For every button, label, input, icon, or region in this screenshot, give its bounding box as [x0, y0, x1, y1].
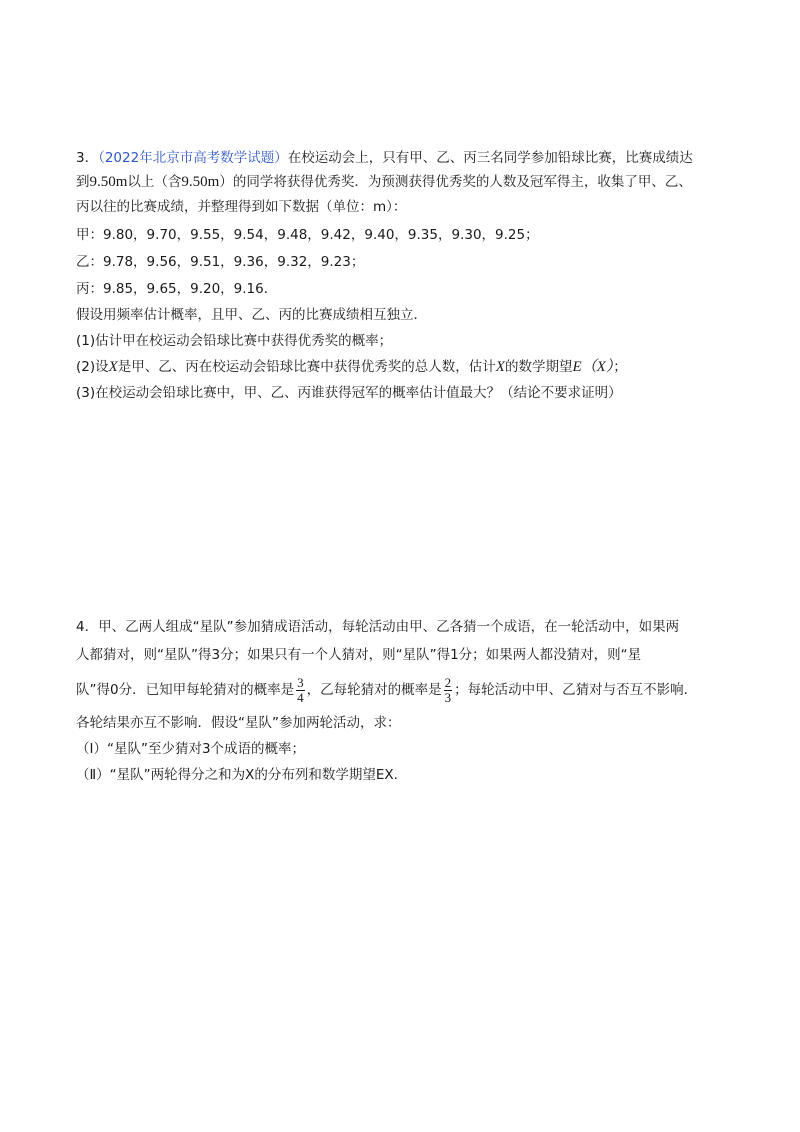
q3-text-1: 在校运动会上，只有甲、乙、丙三名同学参加铅球比赛，比赛成绩达	[287, 150, 693, 166]
q3-part-1: (1)估计甲在校运动会铅球比赛中获得优秀奖的概率；	[76, 333, 393, 349]
q4-part-2: （Ⅱ）“星队”两轮得分之和为X的分布列和数学期望EX.	[76, 767, 398, 783]
q3-part-3: (3)在校运动会铅球比赛中，甲、乙、丙谁获得冠军的概率估计值最大？（结论不要求证明）	[76, 385, 622, 401]
q3-math-threshold-2: 9.50m	[181, 174, 220, 190]
q4-part-1: （Ⅰ）“星队”至少猜对3个成语的概率；	[76, 741, 306, 757]
q4-fraction-yi-den: 3	[444, 689, 452, 705]
q4-fraction-jia-num: 3	[297, 674, 304, 690]
q3-line-3: 丙以往的比赛成绩，并整理得到如下数据（单位：m）：	[76, 199, 407, 215]
q3-var-x-2: X	[495, 359, 505, 375]
q3-text-2c: ）的同学将获得优秀奖．为预测获得优秀奖的人数及冠军得主，收集了甲、乙、	[219, 174, 692, 190]
q3-line-2	[76, 172, 692, 192]
q3-assumption: 假设用频率估计概率，且甲、乙、丙的比赛成绩相互独立．	[76, 307, 427, 323]
q4-text-3a: 队”得0分．已知甲每轮猜对的概率是	[76, 682, 295, 698]
q4-line-2: 人都猜对，则“星队”得3分；如果只有一个人猜对，则“星队”得1分；如果两人都没猜对，则“星	[76, 647, 642, 663]
q3-var-x: X	[108, 359, 118, 375]
q3-part-2-d: ；	[613, 359, 627, 375]
q4-line-1: 4．甲、乙两人组成“星队”参加猜成语活动，每轮活动由甲、乙各猜一个成语，在一轮活动中，如果两	[76, 619, 680, 635]
q4-line-4: 各轮结果亦互不影响．假设“星队”参加两轮活动，求：	[76, 715, 401, 731]
q4-fraction-yi	[444, 676, 453, 705]
q4-fraction-jia-den: 4	[297, 689, 304, 705]
q3-text-2a: 到	[76, 174, 90, 190]
q3-number: 3．	[76, 150, 99, 166]
q4-text-3b: ，乙每轮猜对的概率是	[306, 682, 442, 698]
q3-data-bing: 丙：9.85，9.65，9.20，9.16．	[76, 281, 278, 297]
q4-fraction-yi-num: 2	[444, 674, 452, 690]
q3-part-2-a: (2)设	[76, 359, 109, 375]
q4-fraction-jia	[296, 676, 305, 705]
q3-expectation: E（X）	[572, 359, 614, 375]
q3-data-jia: 甲：9.80，9.70，9.55，9.54，9.48，9.42，9.40，9.35，9.30，9.25；	[76, 227, 539, 243]
q3-part-2-b: 是甲、乙、丙在校运动会铅球比赛中获得优秀奖的总人数，估计	[117, 359, 496, 375]
q3-line-1	[76, 148, 693, 168]
q3-data-yi: 乙：9.78，9.56，9.51，9.36，9.32，9.23；	[76, 254, 365, 270]
q4-text-3c: ；每轮活动中甲、乙猜对与否互不影响．	[454, 682, 698, 698]
q4-line-3	[76, 672, 697, 708]
q3-math-threshold-1: 9.50m	[89, 174, 128, 190]
q3-text-2b: 以上（含	[127, 174, 182, 190]
q3-source-link[interactable]: （2022年北京市高考数学试题）	[98, 150, 288, 166]
q3-part-2	[76, 357, 627, 377]
q3-part-2-c: 的数学期望	[504, 359, 573, 375]
